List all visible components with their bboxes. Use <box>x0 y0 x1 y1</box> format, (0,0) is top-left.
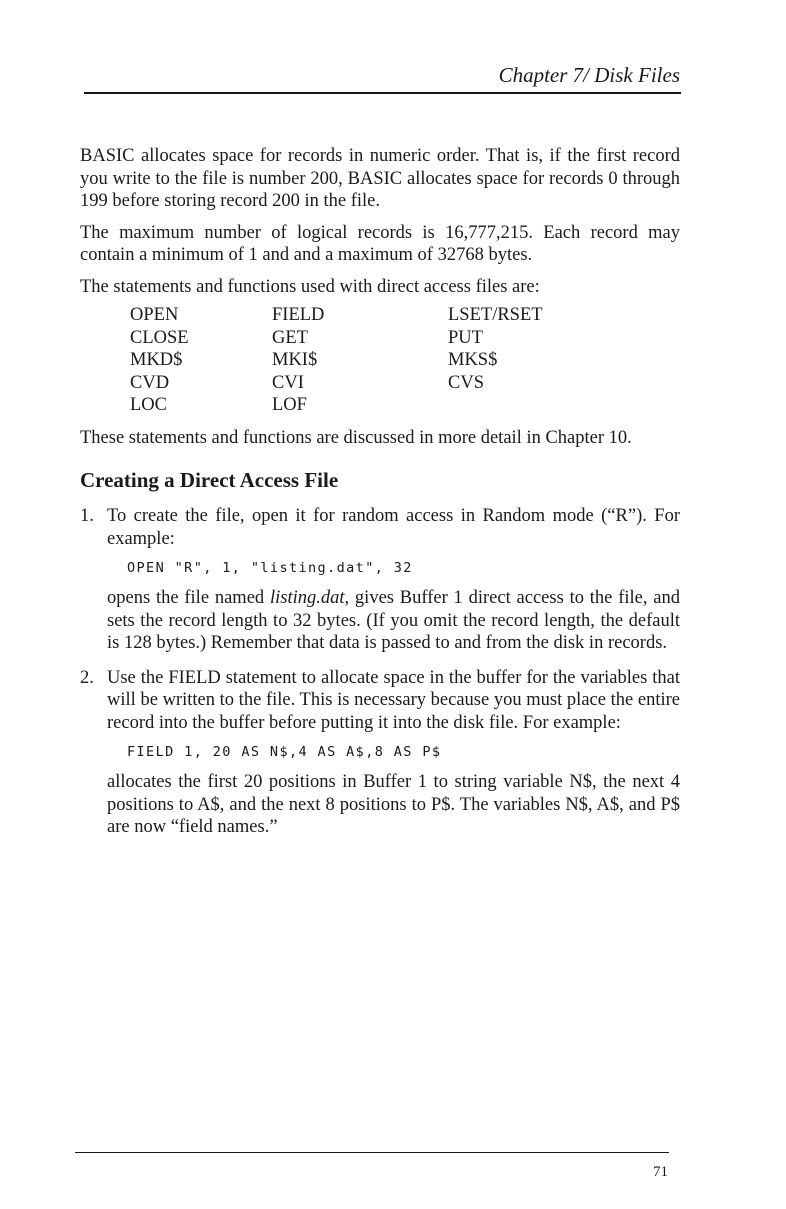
list-item-number: 1. <box>80 506 94 526</box>
page-number: 71 <box>653 1164 668 1180</box>
functions-row <box>130 304 543 327</box>
section-heading: Creating a Direct Access File <box>80 468 339 492</box>
functions-row <box>130 394 543 417</box>
footer-rule <box>75 1152 669 1153</box>
function-name <box>448 394 543 417</box>
page-body <box>80 145 680 839</box>
function-name: OPEN <box>130 305 179 325</box>
filename-emphasis: listing.dat, <box>269 588 350 608</box>
code-example: FIELD 1, 20 AS N$,4 AS A$,8 AS P$ <box>127 744 442 760</box>
function-name: LOC <box>130 395 167 415</box>
function-name: LOF <box>272 395 307 415</box>
step-body: allocates the first 20 positions in Buffer 1 to string variable N$, the next 4 positions to A$, and the next 8 positions to P$. The variables N$, A$, and P$ are now “field names.” <box>107 772 680 837</box>
paragraph-record-limits: The maximum number of logical records is 16,777,215. Each record may contain a minimum of 1 and and a maximum of 32768 bytes. <box>80 222 680 265</box>
functions-row <box>130 327 543 350</box>
step-intro: To create the file, open it for random access in Random mode (“R”). For example: <box>107 506 680 549</box>
list-item <box>80 667 680 839</box>
paragraph-functions-intro: The statements and functions used with direct access files are: <box>80 276 540 297</box>
function-name: FIELD <box>272 305 325 325</box>
list-item-number: 2. <box>80 667 94 688</box>
step-body <box>107 587 680 655</box>
running-head-title: Chapter 7/ Disk Files <box>498 63 680 87</box>
step-body-text: opens the file named <box>107 588 270 608</box>
list-item <box>80 505 680 655</box>
function-name: GET <box>272 327 308 348</box>
step-intro: Use the FIELD statement to allocate space in the buffer for the variables that will be written to the file. This is necessary because you must place the entire record into the buffer before putting it into the disk file. For example: <box>107 667 680 733</box>
paragraph-more-detail: These statements and functions are discussed in more detail in Chapter 10. <box>80 427 632 448</box>
function-name: CVD <box>130 372 170 393</box>
function-name: PUT <box>448 327 483 348</box>
functions-row <box>130 372 543 395</box>
steps-list <box>80 505 680 839</box>
function-name: MKD$ <box>130 350 183 370</box>
function-name: CLOSE <box>130 327 189 348</box>
function-name: MKS$ <box>448 350 498 370</box>
function-name: CVS <box>448 372 484 393</box>
step-body-text: gives Buffer 1 direct access to the file, and sets the record length to 32 bytes. (If you omit the record length, the default is 128 bytes.) Remember that data is passed to and from the disk in records. <box>107 588 680 653</box>
code-example: OPEN "R", 1, "listing.dat", 32 <box>127 560 413 576</box>
function-name: LSET/RSET <box>448 305 543 325</box>
function-name: CVI <box>272 372 304 393</box>
functions-row <box>130 349 543 372</box>
header-rule <box>84 92 681 94</box>
functions-table <box>130 304 543 417</box>
paragraph-record-allocation: BASIC allocates space for records in numeric order. That is, if the first record you write to the file is number 200, BASIC allocates space for records 0 through 199 before storing record 200 in the file. <box>80 146 680 211</box>
function-name: MKI$ <box>272 350 318 370</box>
